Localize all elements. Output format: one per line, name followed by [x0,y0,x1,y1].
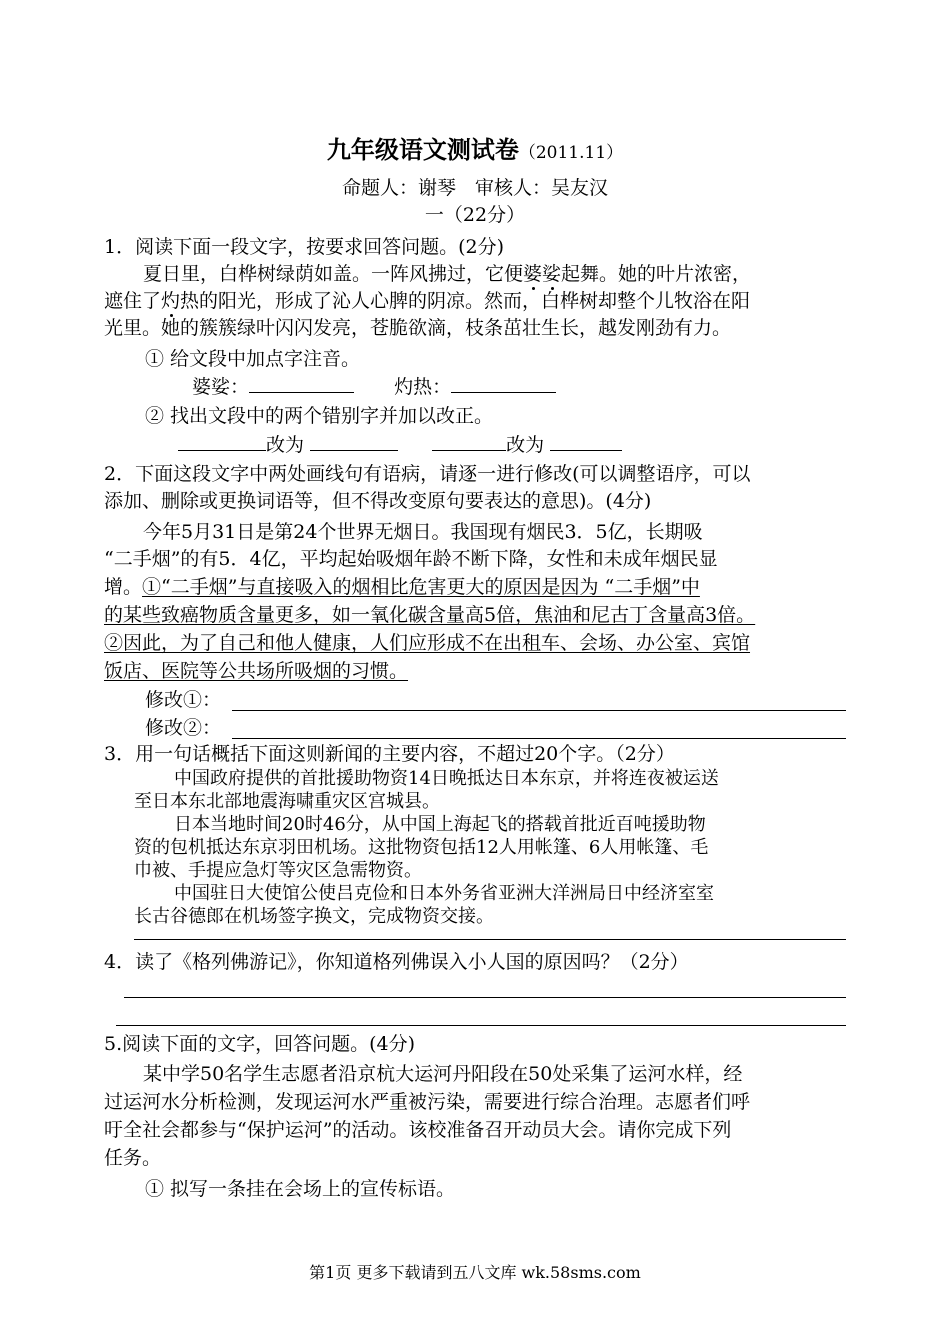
section-heading: 一（22分） [424,204,526,226]
exam-date: （2011.11） [518,143,624,163]
answer-blank[interactable] [550,432,622,451]
q2-passage-line-3 [104,575,700,599]
news-line-1: 中国政府提供的首批援助物资14日晚抵达日本东京，并将连夜被运送 [174,768,719,789]
q1-text: 夏日里，白桦树绿荫如盖。一阵风拂过，它便 [143,263,524,285]
underlined-sentence-2: ②因此，为了自己和他人健康，人们应形成不在出租车、会场、办公室、宾馆 [104,632,751,654]
q1-sub1-answers [192,374,556,399]
news-line-4: 资的包机抵达东京羽田机场。这批物资包括12人用帐篷、6人用帐篷、毛 [134,837,709,858]
news-line-6: 中国驻日大使馆公使吕克俭和日本外务省亚洲大洋洲局日中经济室室 [174,883,714,904]
q4-stem: 4．读了《格列佛游记》，你知道格列佛误入小人国的原因吗？（2分） [104,951,689,973]
q1-text: 起舞。她的叶片浓密， [561,263,752,285]
q5-passage-line-1: 某中学50名学生志愿者沿京杭大运河丹阳段在50处采集了运河水样，经 [143,1063,743,1085]
dotted-char: 娑 [542,263,562,285]
answer-line[interactable] [134,939,846,940]
q5-passage-line-4: 任务。 [104,1147,162,1169]
answer-blank[interactable] [451,374,556,393]
answer-line[interactable] [232,710,846,711]
q5-stem: 5.阅读下面的文字，回答问题。(4分) [104,1033,416,1055]
exam-title: 九年级语文测试卷 [326,135,519,164]
news-line-5: 巾被、手提应急灯等灾区急需物资。 [134,860,422,881]
change-label: 改为 [266,434,305,456]
q5-passage-line-2: 过运河水分析检测，发现运河水严重被污染，需要进行综合治理。志愿者们呼 [104,1091,751,1113]
q1-text: 遮住了 [104,290,162,312]
q2-passage-line-1: 今年5月31日是第24个世界无烟日。我国现有烟民3．5亿，长期吸 [143,521,703,543]
dotted-char: 婆 [523,263,543,285]
answer-line[interactable] [232,738,846,739]
q1-text: 热的阳光，形成了沁人心脾的阴凉。然而，白桦树却整个儿牧浴在阳 [180,290,751,312]
change-label: 改为 [506,434,545,456]
answer-blank[interactable] [310,432,398,451]
underlined-sentence-1-cont: 的某些致癌物质含量更多，如一氧化碳含量高5倍，焦油和尼古丁含量高3倍。 [104,604,756,626]
q5-passage-line-3: 吁全社会都参与“保护运河”的活动。该校准备召开动员大会。请你完成下列 [104,1119,732,1141]
exam-authors: 命题人：谢琴 审核人：吴友汉 [341,177,608,199]
q2-fix2-label: 修改②： [145,717,222,739]
q1-word2-label: 灼热： [394,376,452,398]
q1-passage-line-3: 光里。她的簇簇绿叶闪闪发亮，苍脆欲滴，枝条茁壮生长，越发刚劲有力。 [104,317,732,339]
q1-sub1: ① 给文段中加点字注音。 [145,348,361,370]
q2-fix1-label: 修改①： [145,689,222,711]
q2-passage-line-2: “二手烟”的有5．4亿，平均起始吸烟年龄不断下降，女性和未成年烟民显 [104,548,718,570]
q1-passage-line-1 [143,262,751,286]
q1-passage-line-2 [104,289,750,313]
answer-line[interactable] [124,997,846,998]
dotted-char: 灼 [161,290,181,312]
underlined-sentence-2-cont: 饭店、医院等公共场所吸烟的习惯。 [104,660,409,682]
q2-stem-line-2: 添加、删除或更换词语等，但不得改变原句要表达的意思)。(4分) [104,490,652,512]
q1-word1-label: 婆娑： [192,376,250,398]
answer-blank[interactable] [249,374,354,393]
q5-sub1: ① 拟写一条挂在会场上的宣传标语。 [145,1178,456,1200]
news-line-7: 长古谷德郎在机场签字换文，完成物资交接。 [134,906,494,927]
q1-sub2-answers [178,432,622,457]
page-title [0,130,950,165]
answer-blank[interactable] [178,432,266,451]
q1-stem: 1．阅读下面一段文字，按要求回答问题。(2分) [104,236,505,258]
answer-blank[interactable] [432,432,506,451]
q3-stem: 3．用一句话概括下面这则新闻的主要内容，不超过20个字。（2分） [104,743,675,765]
q1-sub2: ② 找出文段中的两个错别字并加以改正。 [145,405,494,427]
page-footer: 第1页 更多下载请到五八文库 wk.58sms.com [309,1263,641,1282]
q2-stem-line-1: 2．下面这段文字中两处画线句有语病，请逐一进行修改(可以调整语序，可以 [104,463,751,485]
news-line-3: 日本当地时间20时46分，从中国上海起飞的搭载首批近百吨援助物 [174,814,706,835]
answer-line[interactable] [116,1025,846,1026]
q2-text: 增。 [104,576,143,598]
news-line-2: 至日本东北部地震海啸重灾区宫城县。 [134,791,440,812]
underlined-sentence-1: ①“二手烟”与直接吸入的烟相比危害更大的原因是因为 “二手烟”中 [142,576,700,598]
